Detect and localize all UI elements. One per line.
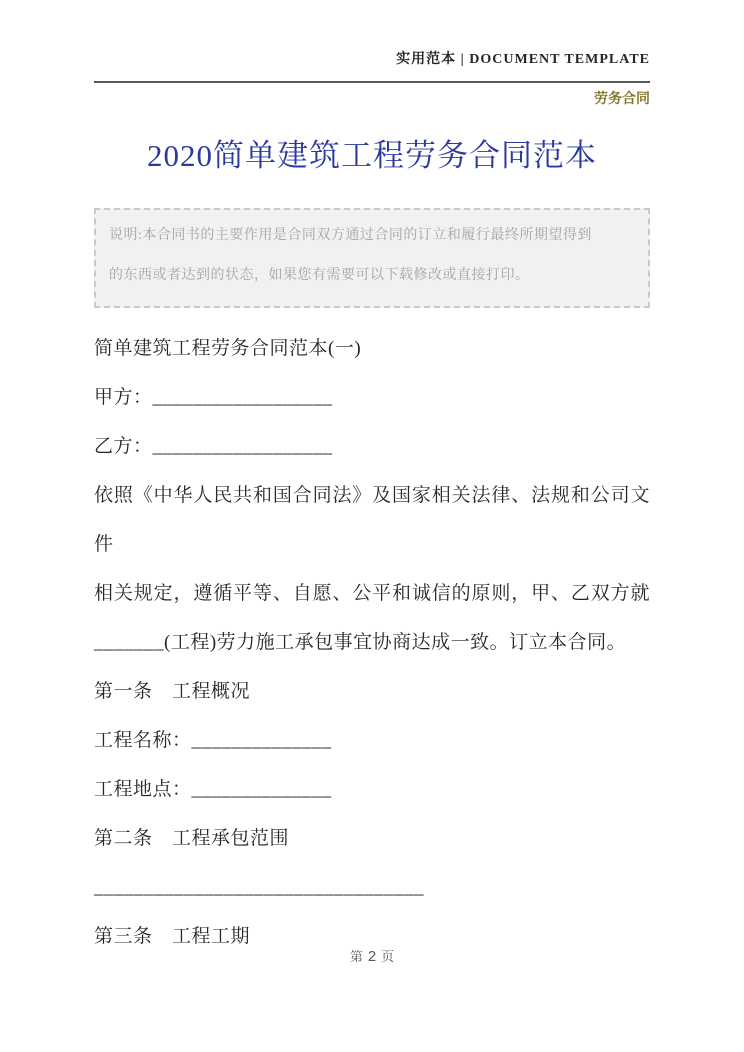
document-body [94, 324, 650, 961]
page-number-suffix: 页 [381, 949, 395, 964]
body-line-clause-1: 第一条 工程概况 [94, 681, 251, 702]
page-number: 2 [367, 948, 377, 965]
body-line-preamble: 依照《中华人民共和国合同法》及国家相关法律、法规和公司文件 [94, 485, 650, 555]
brand-text: 实用范本 | DOCUMENT TEMPLATE [94, 50, 650, 83]
notice-text-line: 的东西或者达到的状态，如果您有需要可以下载修改或直接打印。 [109, 268, 530, 283]
notice-box [94, 208, 650, 308]
document-title: 2020简单建筑工程劳务合同范本 [147, 138, 597, 173]
page-number-prefix: 第 [349, 949, 363, 964]
body-line-blank: _________________________________ [94, 877, 424, 898]
page-footer [0, 946, 744, 965]
notice-text-line: 说明:本合同书的主要作用是合同双方通过合同的订立和履行最终所期望得到 [109, 228, 592, 243]
body-line-party-b: 乙方：__________________ [94, 436, 333, 457]
body-line-subtitle: 简单建筑工程劳务合同范本(一) [94, 338, 362, 359]
category-label: 劳务合同 [594, 90, 650, 106]
body-line-project-name: 工程名称：______________ [94, 730, 332, 751]
body-line-preamble: _______(工程)劳力施工承包事宜协商达成一致。订立本合同。 [94, 632, 627, 653]
body-line-clause-3: 第三条 工程工期 [94, 926, 251, 947]
body-line-project-site: 工程地点：______________ [94, 779, 332, 800]
document-header [94, 50, 650, 108]
body-line-party-a: 甲方：__________________ [94, 387, 333, 408]
body-line-clause-2: 第二条 工程承包范围 [94, 828, 290, 849]
body-line-preamble: 相关规定，遵循平等、自愿、公平和诚信的原则，甲、乙双方就 [94, 583, 650, 604]
